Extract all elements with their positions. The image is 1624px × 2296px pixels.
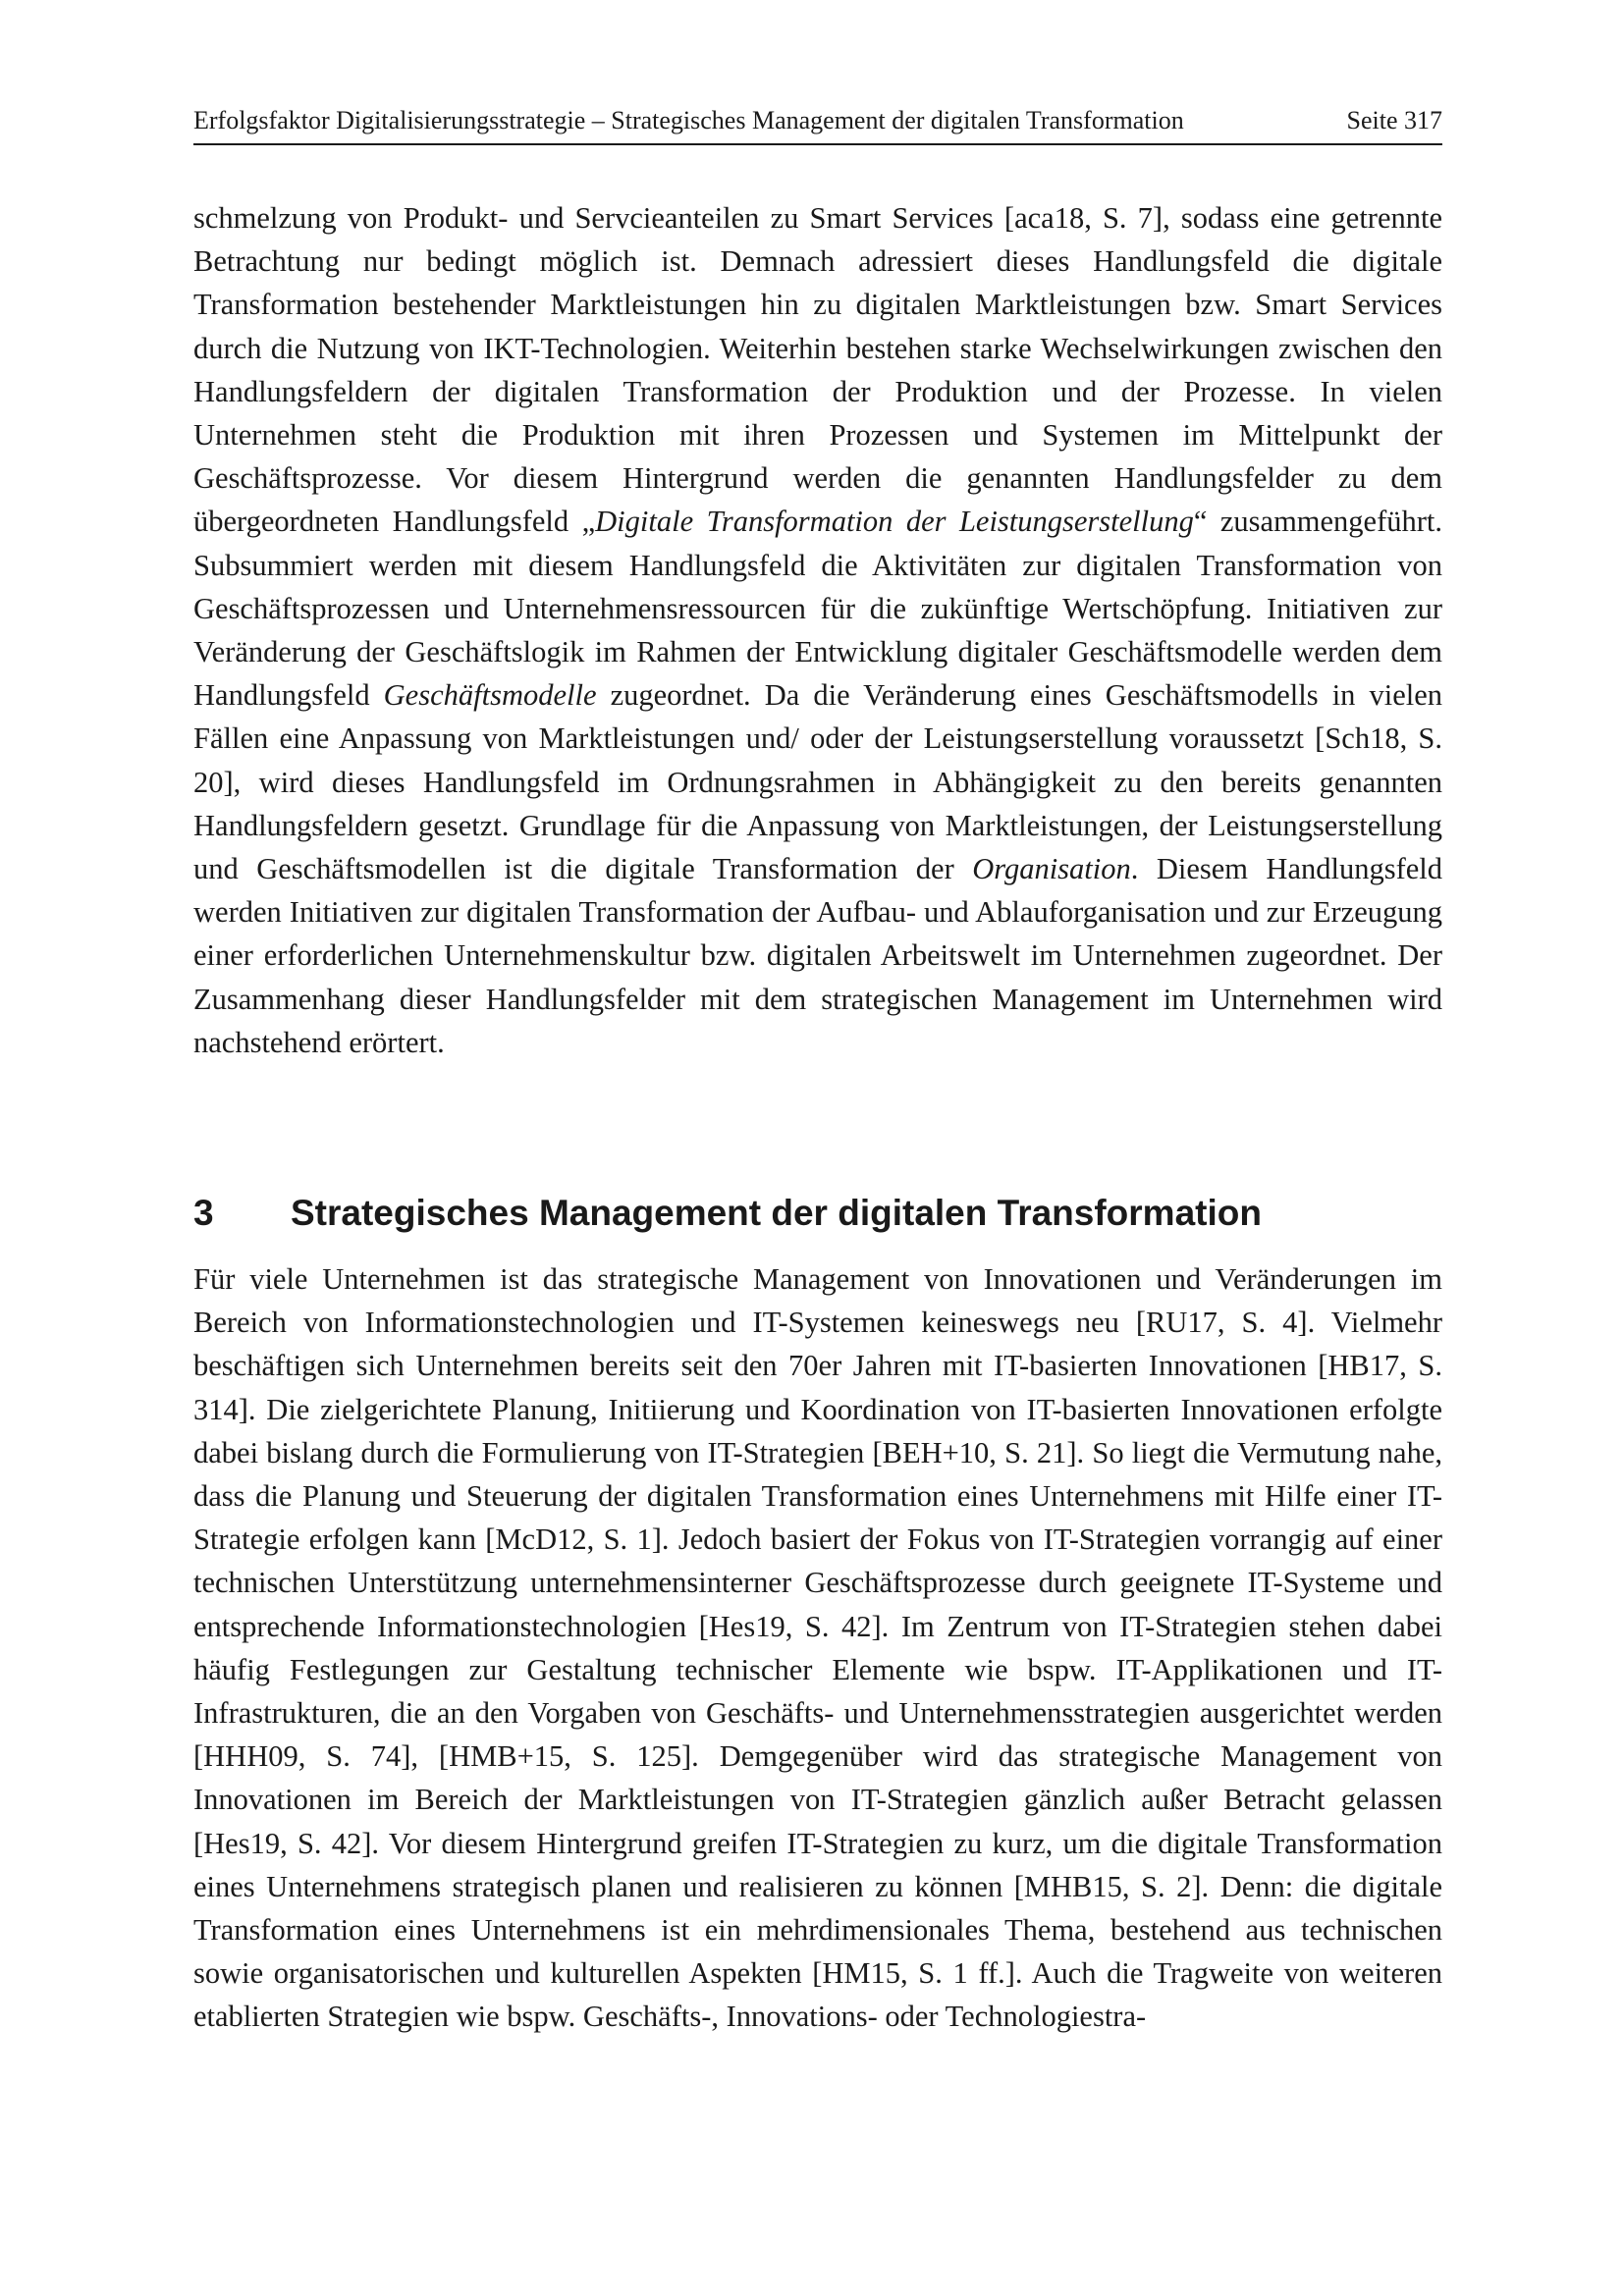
section-number: 3 (193, 1193, 214, 1233)
paragraph-text: schmelzung von Produkt- und Servcieanteilen zu Smart Services [aca18, S. 7], sodass eine getrennte Betrachtung nur bedingt möglich ist. Demnach adressiert dieses Handlungsfeld die digitale Transformation bestehender Marktleistungen hin zu digitalen Marktleistungen bzw. Smart Services durch die Nutzung von IKT-Technologien. Weiterhin bestehen starke Wechselwirkungen zwischen den Handlungsfeldern der digitalen Transformation der Produktion und der Prozesse. In vielen Unternehmen steht die Produktion mit ihren Prozessen und Systemen im Mittelpunkt der Geschäftsprozesse. Vor diesem Hintergrund werden die genannten Handlungsfelder zu dem übergeordneten Handlungsfeld „ (193, 201, 1442, 539)
body-paragraph (193, 196, 1442, 1064)
running-header (193, 106, 1442, 145)
paragraph-text: . Diesem Handlungsfeld werden Initiativen zur digitalen Transformation der Aufbau- und Ablauforganisation und zur Erzeugung einer erforderlichen Unternehmenskultur bzw. digitalen Arbeitswelt im Unternehmen zugeordnet. Der Zusammenhang dieser Handlungsfelder mit dem strategischen Management im Unternehmen wird nachstehend erörtert. (193, 852, 1442, 1059)
paragraph-text: zugeordnet. Da die Veränderung eines Geschäftsmodells in vielen Fällen eine Anpassung von Marktleistungen und/ oder der Leistungserstellung voraussetzt [Sch18, S. 20], wird dieses Handlungsfeld im Ordnungsrahmen in Abhängigkeit zu den bereits genannten Handlungsfeldern gesetzt. Grundlage für die Anpassung von Marktleistungen, der Leistungserstellung und Geschäftsmodellen ist die digitale Transformation der (193, 678, 1443, 886)
italic-term: Geschäftsmodelle (383, 678, 597, 713)
italic-term: Organisation (972, 852, 1131, 886)
section-title: Strategisches Management der digitalen Transformation (291, 1193, 1262, 1233)
page-number: Seite 317 (1346, 106, 1442, 134)
running-header-title: Erfolgsfaktor Digitalisierungsstrategie – Strategisches Management der digitalen Transformation (193, 106, 1184, 134)
italic-term: Digitale Transformation der Leistungserstellung (595, 505, 1194, 539)
document-page (193, 0, 1442, 2296)
section-heading (193, 1189, 1262, 1238)
body-paragraph (193, 1257, 1442, 2039)
paragraph-text: “ zusammengeführt. Subsummiert werden mit diesem Handlungsfeld die Aktivitäten zur digitalen Transformation von Geschäftsprozessen und Unternehmensressourcen für die zukünftige Wertschöpfung. Initiativen zur Veränderung der Geschäftslogik im Rahmen der Entwicklung digitaler Geschäftsmodelle werden dem Handlungsfeld (193, 505, 1443, 713)
paragraph-text: Für viele Unternehmen ist das strategische Management von Innovationen und Veränderungen im Bereich von Informationstechnologien und IT-Systemen keineswegs neu [RU17, S. 4]. Vielmehr beschäftigen sich Unternehmen bereits seit den 70er Jahren mit IT-basierten Innovationen [HB17, S. 314]. Die zielgerichtete Planung, Initiierung und Koordination von IT-basierten Innovationen erfolgte dabei bislang durch die Formulierung von IT-Strategien [BEH+10, S. 21]. So liegt die Vermutung nahe, dass die Planung und Steuerung der digitalen Transformation eines Unternehmens mit Hilfe einer IT-Strategie erfolgen kann [McD12, S. 1]. Jedoch basiert der Fokus von IT-Strategien vorrangig auf einer technischen Unterstützung unternehmensinterner Geschäftsprozesse durch geeignete IT-Systeme und entsprechende Informationstechnologien [Hes19, S. 42]. Im Zentrum von IT-Strategien stehen dabei häufig Festlegungen zur Gestaltung technischer Elemente wie bspw. IT-Applikationen und IT-Infrastrukturen, die an den Vorgaben von Geschäfts- und Unternehmensstrategien ausgerichtet werden [HHH09, S. 74], [HMB+15, S. 125]. Demgegenüber wird das strategische Management von Innovationen im Bereich der Marktleistungen von IT-Strategien gänzlich außer Betracht gelassen [Hes19, S. 42]. Vor diesem Hintergrund greifen IT-Strategien zu kurz, um die digitale Transformation eines Unternehmens strategisch planen und realisieren zu können [MHB15, S. 2]. Denn: die digitale Transformation eines Unternehmens ist ein mehrdimensionales Thema, bestehend aus technischen sowie organisatorischen und kulturellen Aspekten [HM15, S. 1 ff.]. Auch die Tragweite von weiteren etablierten Strategien wie bspw. Geschäfts-, Innovations- oder Technologiestra- (193, 1262, 1442, 2034)
